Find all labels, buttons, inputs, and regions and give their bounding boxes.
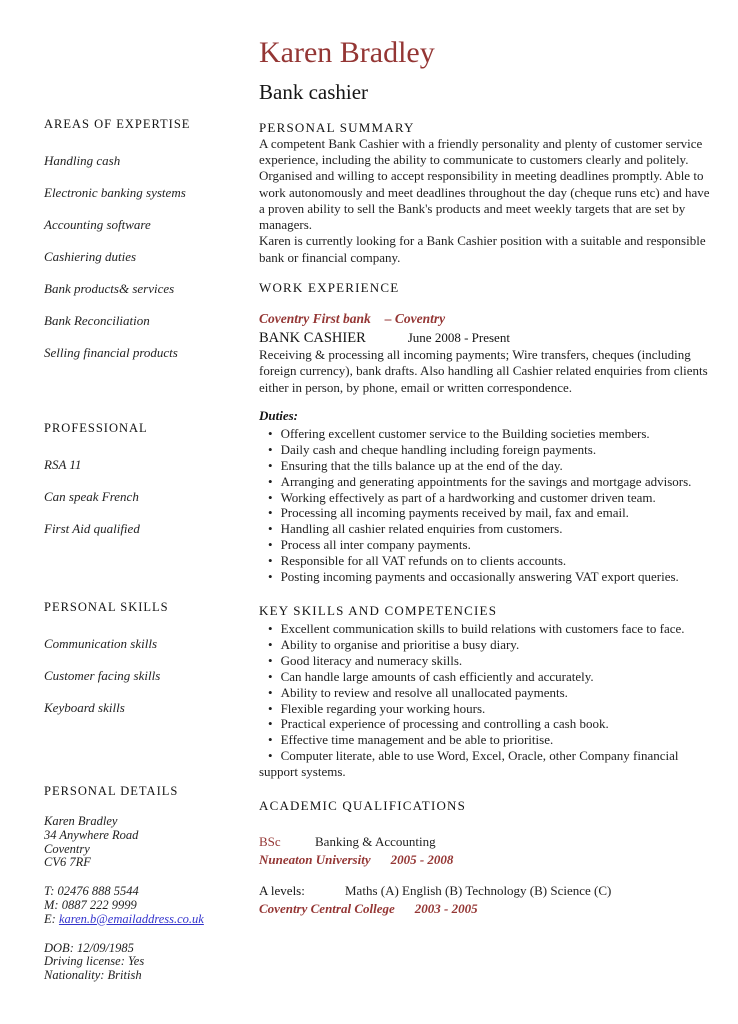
main-column <box>259 36 715 917</box>
degree-name: A levels: <box>259 882 305 898</box>
email-line <box>44 913 256 927</box>
duty-item: • Offering excellent customer service to the Building societies members. <box>259 426 715 442</box>
duty-item: • Processing all incoming payments received by mail, fax and email. <box>259 505 715 521</box>
employer-location: – Coventry <box>384 311 446 327</box>
key-skills-list <box>259 621 715 780</box>
nationality-line: Nationality: British <box>44 968 142 983</box>
address-line: Karen Bradley <box>44 814 118 828</box>
driving-license-line: Driving license: Yes <box>44 954 145 969</box>
duty-item: • Responsible for all VAT refunds on to clients accounts. <box>259 553 715 569</box>
employer-line <box>259 310 715 327</box>
address-line: CV6 7RF <box>44 855 91 870</box>
skill-item: • Practical experience of processing and controlling a cash book. <box>259 716 715 732</box>
duty-item: • Daily cash and cheque handling including foreign payments. <box>259 442 715 458</box>
degree-name: BSc <box>259 834 281 850</box>
skill-item: • Ability to organise and prioritise a busy diary. <box>259 637 715 653</box>
contact-block <box>44 885 256 926</box>
summary-paragraph-2: Karen is currently looking for a Bank Cashier position with a suitable and responsible bank or financial company. <box>259 233 706 265</box>
degree-row <box>259 834 715 850</box>
section-heading-professional: PROFESSIONAL <box>44 421 148 435</box>
expertise-item: Bank products& services <box>44 281 175 296</box>
sidebar-section-personal-skills <box>44 600 256 716</box>
professional-item: Can speak French <box>44 489 139 504</box>
section-heading-key-skills: KEY SKILLS AND COMPETENCIES <box>259 602 498 618</box>
institution-row <box>259 901 715 917</box>
degree-subject: Maths (A) English (B) Technology (B) Science (C) <box>345 882 612 898</box>
email-link[interactable]: karen.b@emailaddress.co.uk <box>58 911 204 926</box>
expertise-item: Bank Reconciliation <box>44 313 150 328</box>
section-heading-personal-skills: PERSONAL SKILLS <box>44 600 169 614</box>
section-heading-academic-qualifications: ACADEMIC QUALIFICATIONS <box>259 798 467 814</box>
skill-item: • Can handle large amounts of cash efficiently and accurately. <box>259 669 715 685</box>
duty-item: • Process all inter company payments. <box>259 537 715 553</box>
role-dates: June 2008 - Present <box>407 330 510 346</box>
job-title: Bank cashier <box>259 79 369 104</box>
degree-subject: Banking & Accounting <box>315 834 436 850</box>
degree-institution: Nuneaton University <box>259 852 371 868</box>
personal-skill-item: Keyboard skills <box>44 700 125 715</box>
professional-item: RSA 11 <box>44 457 82 472</box>
address-block <box>44 815 256 870</box>
expertise-item: Accounting software <box>44 217 151 232</box>
email-label: E: <box>44 911 56 926</box>
expertise-item: Handling cash <box>44 153 121 168</box>
sidebar-section-personal-details <box>44 784 256 983</box>
duty-item: • Arranging and generating appointments for the savings and mortgage advisors. <box>259 474 715 490</box>
duty-item: • Posting incoming payments and occasionally answering VAT export queries. <box>259 569 715 585</box>
dob-line: DOB: 12/09/1985 <box>44 940 134 955</box>
degree-row <box>259 883 715 899</box>
expertise-item: Electronic banking systems <box>44 185 186 200</box>
expertise-item: Selling financial products <box>44 345 178 360</box>
section-heading-personal-details: PERSONAL DETAILS <box>44 784 179 798</box>
skill-item: • Good literacy and numeracy skills. <box>259 653 715 669</box>
degree-dates: 2005 - 2008 <box>390 852 454 868</box>
duties-label: Duties: <box>259 407 298 423</box>
duty-item: • Handling all cashier related enquiries from customers. <box>259 521 715 537</box>
skill-item: • Computer literate, able to use Word, Excel, Oracle, other Company financial support systems. <box>259 748 715 780</box>
work-description: Receiving & processing all incoming payments; Wire transfers, cheques (including foreign currency), bank drafts. Also handling all Cashier related enquiries from clients either in person, by phone, email or written correspondence. <box>259 347 708 395</box>
skill-item: • Effective time management and be able to prioritise. <box>259 732 715 748</box>
misc-details-block <box>44 942 256 983</box>
candidate-name: Karen Bradley <box>259 36 435 69</box>
mobile-line: M: 0887 222 9999 <box>44 897 137 912</box>
role-title: BANK CASHIER <box>259 330 366 347</box>
section-heading-work-experience: WORK EXPERIENCE <box>259 280 400 296</box>
personal-skill-item: Customer facing skills <box>44 668 161 683</box>
duty-item: • Working effectively as part of a hardworking and customer driven team. <box>259 490 715 506</box>
personal-skill-item: Communication skills <box>44 636 158 651</box>
degree-dates: 2003 - 2005 <box>414 900 478 916</box>
summary-paragraph-1: A competent Bank Cashier with a friendly personality and plenty of customer service experience, including the ability to communicate to customers clearly and politely. Organised and willing to accept responsibility in meeting deadlines promptly. Able to work autonomously and meet deadlines throughout the day (cheque runs etc) and have a proven ability to sell the Bank's products and meet weekly targets that are set by managers. <box>259 135 710 233</box>
sidebar-section-areas-of-expertise <box>44 117 256 361</box>
role-line <box>259 329 715 347</box>
section-heading-areas-of-expertise: AREAS OF EXPERTISE <box>44 117 191 131</box>
institution-row <box>259 852 715 868</box>
phone-line: T: 02476 888 5544 <box>44 884 139 899</box>
skill-item: • Flexible regarding your working hours. <box>259 701 715 717</box>
skill-item: • Ability to review and resolve all unallocated payments. <box>259 685 715 701</box>
degree-institution: Coventry Central College <box>259 900 395 916</box>
address-line: Coventry <box>44 841 90 856</box>
sidebar-section-professional <box>44 421 256 537</box>
section-heading-personal-summary: PERSONAL SUMMARY <box>259 119 415 135</box>
professional-item: First Aid qualified <box>44 521 140 536</box>
skill-item: • Excellent communication skills to build relations with customers face to face. <box>259 621 715 637</box>
duty-item: • Ensuring that the tills balance up at the end of the day. <box>259 458 715 474</box>
duties-list <box>259 426 715 585</box>
expertise-item: Cashiering duties <box>44 249 137 264</box>
employer-name: Coventry First bank <box>259 311 371 327</box>
address-line: 34 Anywhere Road <box>44 827 139 842</box>
